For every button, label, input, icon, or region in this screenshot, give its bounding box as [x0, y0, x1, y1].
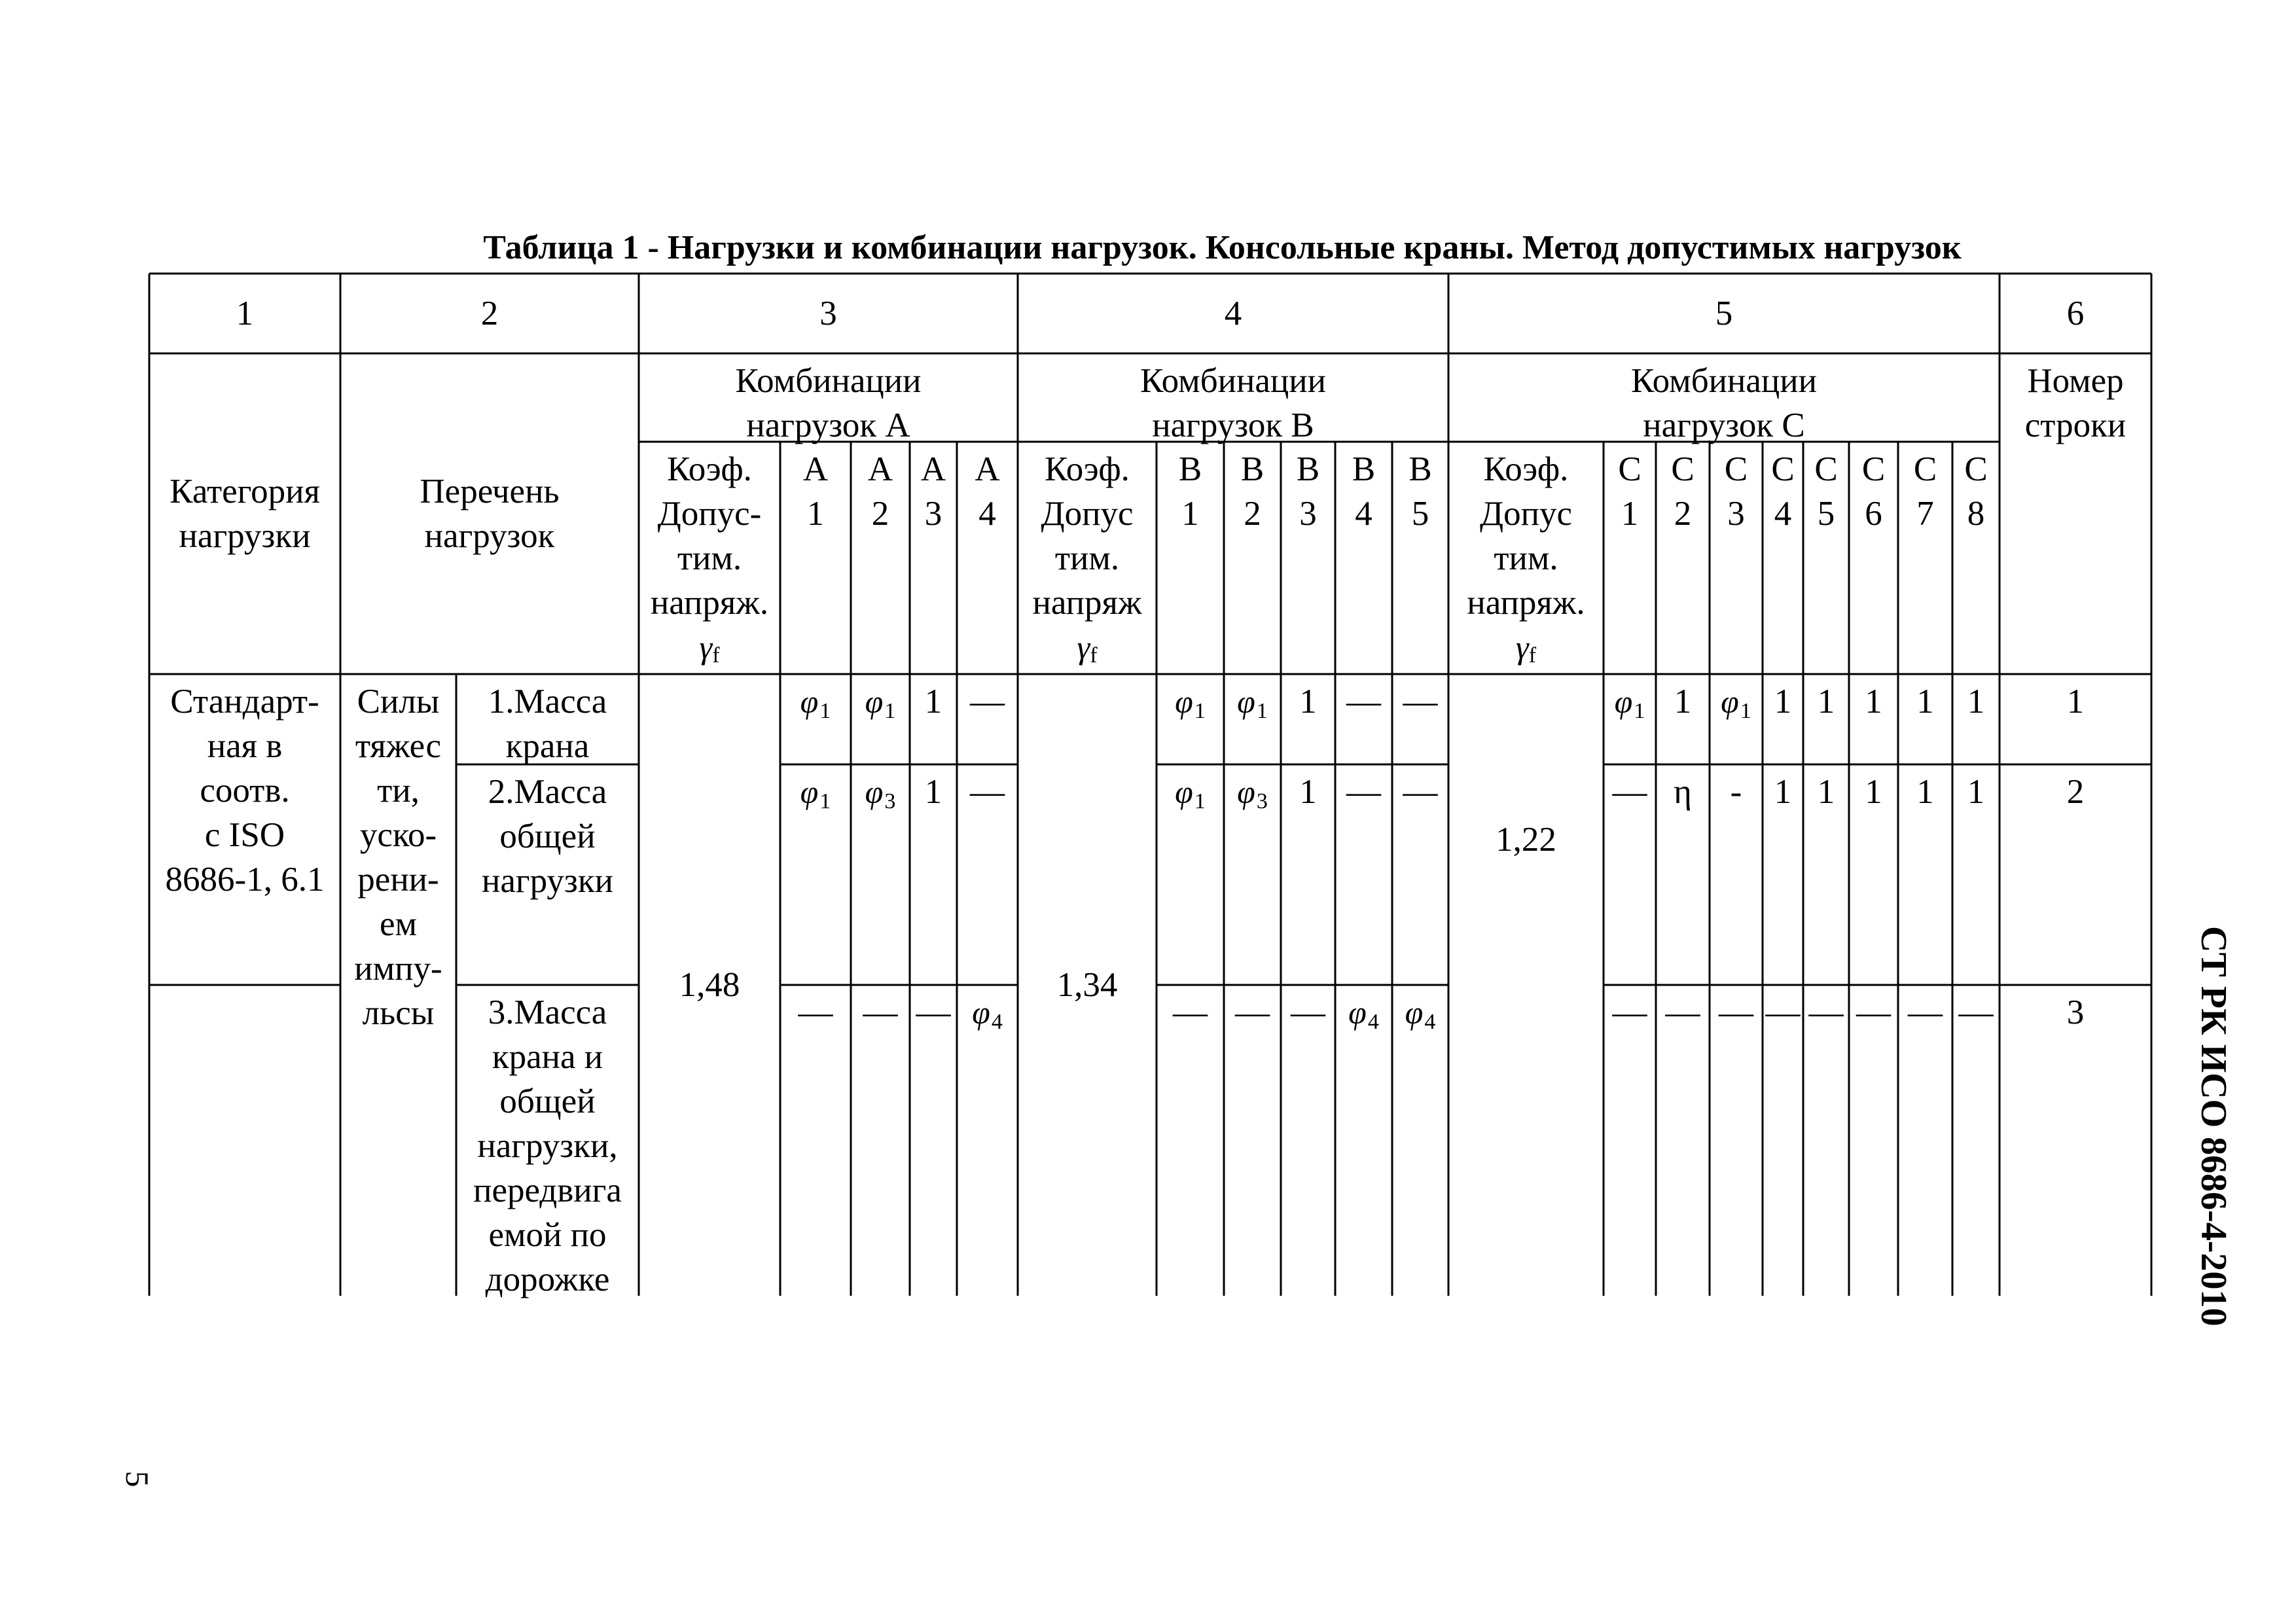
value-a4-row3	[957, 985, 1018, 1037]
value-a3-row3	[910, 985, 957, 1037]
header-sub-c-8-line: 8	[1967, 495, 1985, 533]
value-c1-row3	[1604, 985, 1656, 1037]
header-sub-a-3-line: 3	[924, 495, 942, 533]
value-c1-row2	[1604, 764, 1656, 817]
header-sub-b-2	[1224, 442, 1281, 533]
phi-symbol: $\varphi_1$	[1721, 683, 1751, 723]
body-load-group-line: импу-	[354, 950, 442, 988]
value-a4-row2	[957, 764, 1018, 817]
body-load-name-3-line: 3.Масса	[488, 993, 607, 1031]
value-c8-row2	[1952, 764, 2000, 817]
value-c3-row1	[1710, 674, 1763, 726]
value-c7-row2	[1898, 764, 1952, 817]
value-text: —	[863, 993, 898, 1031]
body-load-name-3	[456, 985, 639, 1296]
header-sub-c-7-line: С	[1913, 450, 1937, 488]
body-load-name-2-line: 2.Масса	[488, 773, 607, 811]
value-c8-row3	[1952, 985, 2000, 1037]
header-sub-c-6-line: С	[1861, 450, 1886, 488]
column-number-3: 3	[819, 294, 837, 332]
value-b4-row2	[1335, 764, 1392, 817]
header-sub-c-5	[1803, 442, 1849, 533]
value-b5-row2	[1392, 764, 1448, 817]
body-load-name-1	[456, 674, 639, 764]
value-c5-row2	[1803, 764, 1849, 817]
header-combination-a-line: нагрузок А	[746, 406, 910, 444]
value-text: —	[1665, 993, 1700, 1031]
value-c1-row1	[1604, 674, 1656, 726]
value-text: —	[1808, 993, 1844, 1031]
header-sub-c-7-line: 7	[1916, 495, 1934, 533]
value-text: —	[1403, 683, 1438, 721]
header-coef-b	[1018, 442, 1157, 674]
value-a1-row2	[780, 764, 851, 817]
header-combination-a	[639, 353, 1018, 442]
header-sub-a-4-line: 4	[978, 495, 996, 533]
value-c4-row3	[1763, 985, 1803, 1037]
header-combination-c-line: Комбинации	[1630, 362, 1818, 400]
header-sub-b-2-line: 2	[1244, 495, 1261, 533]
body-load-group-line: тяжес	[355, 727, 442, 765]
header-sub-a-2-line: 2	[871, 495, 889, 533]
header-sub-b-5-line: В	[1408, 450, 1432, 488]
header-sub-b-5-line: 5	[1411, 495, 1429, 533]
body-load-name-3-line: общей	[499, 1082, 596, 1120]
value-a3-row1	[910, 674, 957, 726]
value-text: —	[1173, 993, 1208, 1031]
header-sub-b-4	[1335, 442, 1392, 533]
value-text: 1	[1967, 773, 1985, 811]
header-category-line: нагрузки	[179, 517, 311, 555]
value-text: —	[1856, 993, 1891, 1031]
header-sub-b-3-line: 3	[1299, 495, 1317, 533]
value-c6-row3	[1849, 985, 1898, 1037]
header-sub-b-4-line: В	[1352, 450, 1376, 488]
header-coef-b-line: напряж	[1032, 584, 1142, 622]
body-load-group-line: ти,	[377, 772, 420, 810]
table-title: Таблица 1 - Нагрузки и комбинации нагрузок. Консольные краны. Метод допустимых нагрузок	[483, 229, 1962, 266]
value-b5-row1	[1392, 674, 1448, 726]
value-a2-row1	[851, 674, 910, 726]
column-number-1: 1	[236, 294, 254, 332]
value-text: —	[970, 773, 1005, 811]
phi-symbol: $\varphi_3$	[865, 774, 896, 813]
header-sub-c-6-line: 6	[1865, 495, 1882, 533]
header-sub-b-1-line: 1	[1181, 495, 1199, 533]
value-a1-row3	[780, 985, 851, 1037]
header-sub-b-4-line: 4	[1355, 495, 1372, 533]
body-load-name-3-line: емой по	[488, 1216, 607, 1254]
value-text: 1	[1774, 773, 1792, 811]
body-load-group-line: Силы	[357, 683, 440, 721]
value-b5-row3	[1392, 985, 1448, 1037]
value-text: 1	[1916, 773, 1934, 811]
value-text: 1	[1865, 683, 1882, 721]
value-c3-row2	[1710, 764, 1763, 817]
value-text: 1	[1774, 683, 1792, 721]
header-category	[149, 353, 340, 674]
value-c4-row1	[1763, 674, 1803, 726]
value-b2-row2	[1224, 764, 1281, 817]
value-text: —	[1765, 993, 1801, 1031]
value-text: 1	[924, 773, 942, 811]
value-text: 1	[1299, 683, 1317, 721]
value-c3-row3	[1710, 985, 1763, 1037]
body-category-line: 8686-1, 6.1	[165, 861, 325, 899]
value-b2-row3	[1224, 985, 1281, 1037]
phi-symbol: $\varphi_1$	[1237, 683, 1268, 723]
value-text: —	[1235, 993, 1270, 1031]
value-text: —	[1908, 993, 1943, 1031]
body-load-group-line: льсы	[362, 994, 435, 1032]
value-text: 1	[1916, 683, 1934, 721]
header-sub-c-3-line: 3	[1727, 495, 1745, 533]
value-text: 1	[1817, 683, 1835, 721]
header-sub-a-4-line: А	[975, 450, 1000, 488]
phi-symbol: $\varphi_4$	[1348, 994, 1379, 1034]
column-number-2: 2	[480, 294, 499, 332]
value-a4-row1	[957, 674, 1018, 726]
value-text: 1	[1299, 773, 1317, 811]
body-load-name-1-line: 1.Масса	[488, 683, 607, 721]
header-coef-a-line: напряж.	[650, 584, 769, 622]
body-category-line: ная в	[207, 727, 283, 765]
header-combination-b-line: Комбинации	[1139, 362, 1327, 400]
value-b2-row1	[1224, 674, 1281, 726]
header-sub-b-3-line: В	[1296, 450, 1320, 488]
header-load-list-line: Перечень	[420, 473, 560, 510]
value-text: —	[1612, 993, 1647, 1031]
header-sub-a-1	[780, 442, 851, 533]
header-sub-c-7	[1898, 442, 1952, 533]
header-sub-c-8-line: С	[1964, 450, 1988, 488]
value-b3-row3	[1281, 985, 1335, 1037]
header-coef-b-line: тим.	[1054, 539, 1120, 577]
header-sub-a-1-line: А	[802, 450, 829, 488]
phi-symbol: $\varphi_1$	[800, 683, 831, 723]
phi-symbol: $\varphi_1$	[1175, 683, 1206, 723]
header-row-number-line: Номер	[2027, 362, 2124, 400]
body-coef-b: 1,34	[1056, 966, 1118, 1004]
body-load-name-2-line: нагрузки	[482, 862, 613, 900]
header-coef-a-line: Коэф.	[667, 450, 752, 488]
header-sub-c-2-line: 2	[1674, 495, 1692, 533]
header-sub-c-4	[1763, 442, 1803, 533]
gamma-f-symbol: $\gamma_f$	[1515, 629, 1537, 668]
header-sub-b-1-line: В	[1178, 450, 1202, 488]
value-c7-row3	[1898, 985, 1952, 1037]
header-sub-b-1	[1157, 442, 1224, 533]
header-combination-a-line: Комбинации	[735, 362, 922, 400]
value-text: —	[1403, 773, 1438, 811]
body-load-group-line: рени-	[357, 861, 439, 899]
value-text: 1	[1674, 683, 1692, 721]
header-sub-b-5	[1392, 442, 1448, 533]
body-category	[149, 674, 340, 985]
value-a1-row1	[780, 674, 851, 726]
phi-symbol: $\varphi_4$	[1405, 994, 1436, 1034]
value-c4-row2	[1763, 764, 1803, 817]
phi-symbol: $\varphi_1$	[865, 683, 896, 723]
value-a3-row2	[910, 764, 957, 817]
value-c8-row1	[1952, 674, 2000, 726]
body-load-group-line: ем	[379, 905, 418, 943]
body-load-name-2	[456, 764, 639, 985]
phi-symbol: $\varphi_4$	[972, 994, 1003, 1034]
header-combination-b	[1018, 353, 1448, 442]
header-sub-c-5-line: С	[1814, 450, 1838, 488]
header-sub-a-3-line: А	[920, 450, 946, 488]
value-c2-row1	[1656, 674, 1710, 726]
body-load-name-1-line: крана	[505, 727, 590, 765]
header-sub-a-2-line: А	[867, 450, 893, 488]
value-text: 1	[1865, 773, 1882, 811]
header-sub-c-6	[1849, 442, 1898, 533]
value-b1-row1	[1157, 674, 1224, 726]
header-category-line: Категория	[170, 473, 320, 510]
body-row-number-1: 1	[2066, 683, 2085, 721]
header-row-number-line: строки	[2024, 406, 2126, 444]
header-sub-c-8	[1952, 442, 2000, 533]
header-sub-c-1-line: 1	[1621, 495, 1639, 533]
value-b4-row3	[1335, 985, 1392, 1037]
header-sub-b-3	[1281, 442, 1335, 533]
value-c5-row3	[1803, 985, 1849, 1037]
header-combination-c-line: нагрузок С	[1643, 406, 1805, 444]
column-number-4: 4	[1224, 294, 1242, 332]
body-load-group	[340, 674, 456, 1296]
gamma-f-symbol: $\gamma_f$	[699, 629, 720, 668]
header-coef-c-line: напряж.	[1467, 584, 1585, 622]
header-sub-c-3-line: С	[1724, 450, 1748, 488]
value-b4-row1	[1335, 674, 1392, 726]
value-b3-row2	[1281, 764, 1335, 817]
header-load-list	[340, 353, 639, 674]
value-text: —	[1958, 993, 1994, 1031]
value-c5-row1	[1803, 674, 1849, 726]
header-sub-a-1-line: 1	[806, 495, 825, 533]
value-text: —	[1719, 993, 1753, 1031]
header-sub-c-5-line: 5	[1817, 495, 1835, 533]
value-text: η	[1674, 773, 1692, 811]
value-text: —	[1291, 993, 1325, 1031]
header-combination-b-line: нагрузок В	[1152, 406, 1314, 444]
header-sub-c-4-line: 4	[1774, 495, 1792, 533]
body-load-name-3-line: крана и	[492, 1038, 603, 1076]
value-text: —	[1346, 773, 1381, 811]
header-coef-a-line: Допус-	[657, 495, 762, 533]
header-sub-c-1	[1604, 442, 1656, 533]
value-a2-row2	[851, 764, 910, 817]
body-load-name-3-line: дорожке	[485, 1260, 610, 1298]
header-coef-c-line: Коэф.	[1483, 450, 1569, 488]
header-sub-b-2-line: В	[1240, 450, 1265, 488]
body-category-line: соотв.	[200, 772, 290, 810]
header-coef-c	[1448, 442, 1604, 674]
value-text: —	[970, 683, 1005, 721]
document-code: СТ РК ИСО 8686-4-2010	[2193, 926, 2234, 1327]
header-coef-c-line: тим.	[1494, 539, 1558, 577]
value-text: —	[1612, 773, 1647, 811]
header-sub-a-2	[851, 442, 910, 533]
value-c6-row1	[1849, 674, 1898, 726]
value-c7-row1	[1898, 674, 1952, 726]
body-category-line: Стандарт-	[170, 683, 319, 721]
value-c2-row2	[1656, 764, 1710, 817]
header-coef-c-line: Допус	[1479, 495, 1573, 533]
body-row-number-3: 3	[2066, 993, 2085, 1031]
header-row-number	[2000, 353, 2151, 674]
phi-symbol: $\varphi_1$	[800, 774, 831, 813]
header-coef-a	[639, 442, 780, 674]
body-load-name-3-line: передвига	[473, 1171, 622, 1209]
value-b3-row1	[1281, 674, 1335, 726]
body-coef-c: 1,22	[1496, 820, 1556, 859]
value-text: —	[1346, 683, 1381, 721]
value-b1-row2	[1157, 764, 1224, 817]
phi-symbol: $\varphi_1$	[1175, 774, 1206, 813]
value-a2-row3	[851, 985, 910, 1037]
header-sub-c-1-line: С	[1618, 450, 1641, 488]
header-combination-c	[1448, 353, 2000, 442]
value-text: 1	[924, 683, 942, 721]
header-sub-a-3	[910, 442, 957, 533]
value-c2-row3	[1656, 985, 1710, 1037]
header-coef-b-line: Коэф.	[1045, 450, 1130, 488]
value-text: 1	[1817, 773, 1835, 811]
body-category-line: с ISO	[204, 816, 285, 854]
value-b1-row3	[1157, 985, 1224, 1037]
column-number-5: 5	[1715, 294, 1733, 332]
phi-symbol: $\varphi_1$	[1614, 683, 1645, 723]
header-coef-b-line: Допус	[1041, 495, 1134, 533]
header-sub-c-2-line: С	[1671, 450, 1695, 488]
header-coef-a-line: тим.	[677, 539, 742, 577]
body-load-group-line: уско-	[359, 816, 437, 854]
header-sub-c-3	[1710, 442, 1763, 533]
page-number: 5	[119, 1471, 156, 1488]
header-sub-c-2	[1656, 442, 1710, 533]
header-load-list-line: нагрузок	[424, 517, 555, 555]
value-c6-row2	[1849, 764, 1898, 817]
body-load-name-2-line: общей	[499, 817, 596, 855]
gamma-f-symbol: $\gamma_f$	[1077, 629, 1098, 668]
phi-symbol: $\varphi_3$	[1237, 774, 1268, 813]
body-row-number-2: 2	[2066, 773, 2085, 811]
header-sub-c-4-line: С	[1771, 450, 1795, 488]
header-sub-a-4	[957, 442, 1018, 533]
body-load-name-3-line: нагрузки,	[477, 1127, 618, 1165]
value-text: -	[1730, 773, 1742, 811]
body-coef-a: 1,48	[679, 966, 740, 1004]
value-text: —	[916, 993, 951, 1031]
column-number-6: 6	[2066, 294, 2085, 332]
value-text: 1	[1967, 683, 1985, 721]
value-text: —	[798, 993, 833, 1031]
